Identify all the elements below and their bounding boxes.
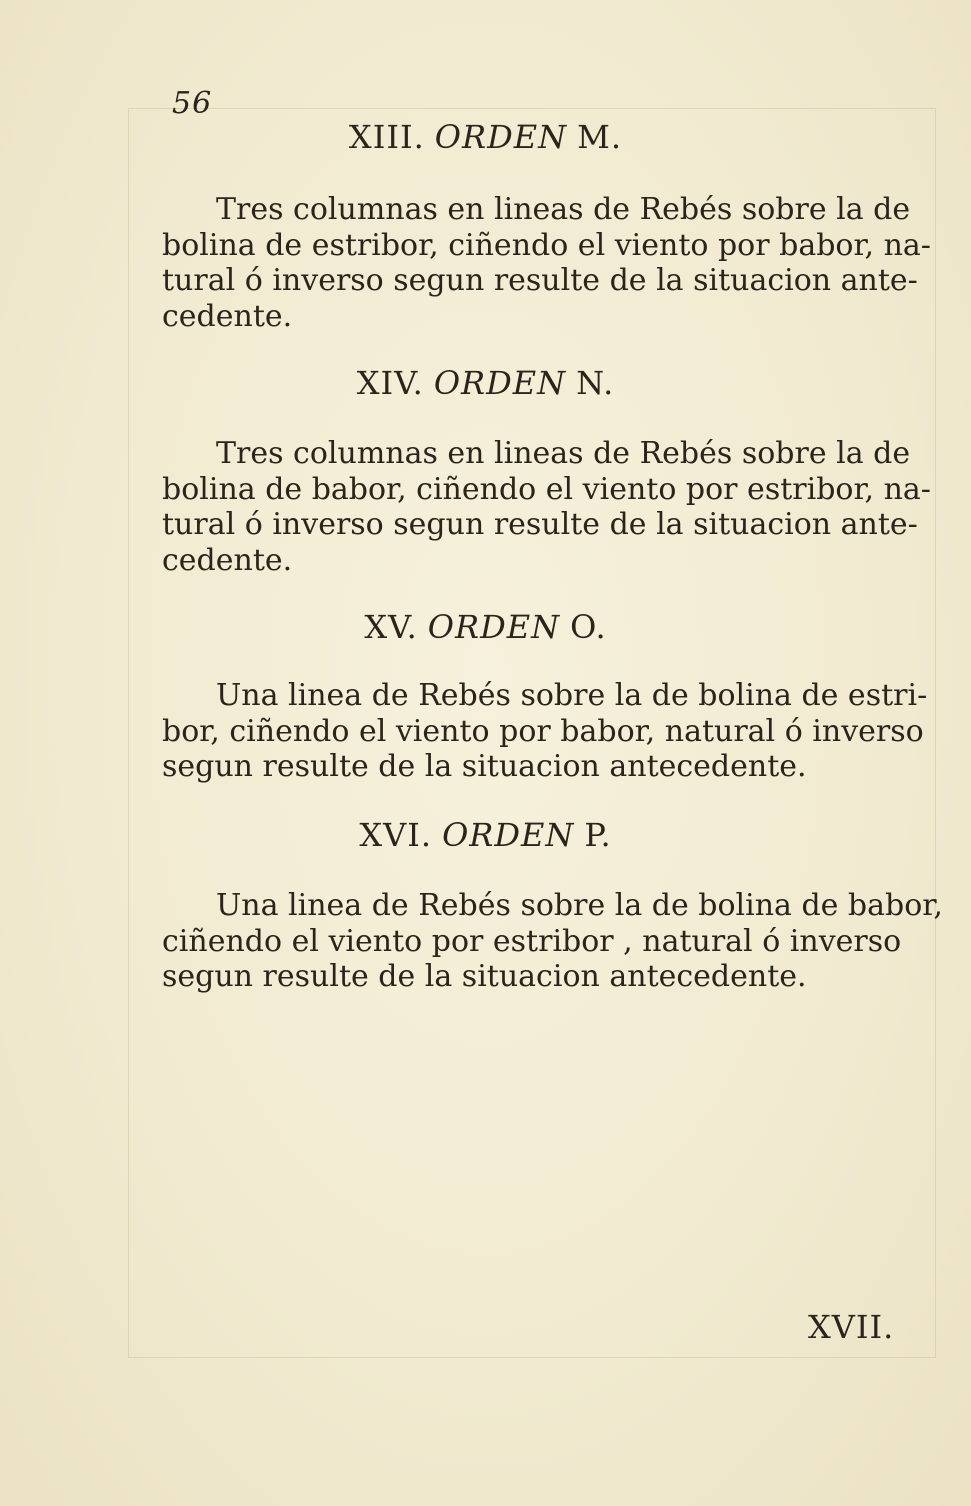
heading-word: ORDEN [434, 118, 568, 156]
heading-letter: P. [584, 816, 612, 854]
heading-word: ORDEN [433, 364, 567, 402]
paragraph-line: Una linea de Rebés sobre la de bolina de estri- [216, 678, 928, 713]
paragraph-line: cedente. [162, 542, 293, 578]
paragraph-line: Una linea de Rebés sobre la de bolina de babor, [216, 888, 943, 923]
paragraph-line: ciñendo el viento por estribor , natural ó inverso [162, 923, 902, 959]
paragraph-line: bolina de estribor, ciñendo el viento por babor, na- [162, 227, 931, 263]
heading-letter: N. [576, 364, 615, 402]
section-heading-xv [0, 608, 971, 646]
heading-letter: O. [570, 608, 607, 646]
paragraph-line: Tres columnas en lineas de Rebés sobre la de [216, 436, 911, 471]
paragraph-line: segun resulte de la situacion antecedente. [162, 959, 807, 994]
section-heading-xiv [0, 364, 971, 402]
paragraph-line: tural ó inverso segun resulte de la situacion ante- [162, 263, 918, 298]
heading-numeral: XIV. [356, 364, 424, 402]
section-heading-xiii [0, 118, 971, 156]
paragraph-line: cedente. [162, 298, 293, 334]
paragraph-line: tural ó inverso segun resulte de la situacion ante- [162, 507, 918, 542]
catchword: XVII. [808, 1308, 895, 1346]
page-number: 56 [172, 86, 213, 121]
heading-numeral: XVI. [359, 816, 433, 854]
section-heading-xvi [0, 816, 971, 854]
paragraph-line: Tres columnas en lineas de Rebés sobre la de [216, 192, 911, 227]
heading-word: ORDEN [427, 608, 561, 646]
section-paragraph-xvi [162, 888, 943, 995]
section-paragraph-xv [162, 678, 928, 785]
paragraph-line: bor, ciñendo el viento por babor, natural ó inverso [162, 713, 924, 749]
heading-numeral: XV. [364, 608, 418, 646]
section-paragraph-xiv [162, 436, 931, 578]
heading-word: ORDEN [442, 816, 575, 854]
heading-letter: M. [577, 118, 623, 156]
heading-numeral: XIII. [348, 118, 425, 156]
paragraph-line: bolina de babor, ciñendo el viento por estribor, na- [162, 471, 931, 507]
paragraph-line: segun resulte de la situacion antecedente. [162, 749, 807, 784]
section-paragraph-xiii [162, 192, 931, 334]
